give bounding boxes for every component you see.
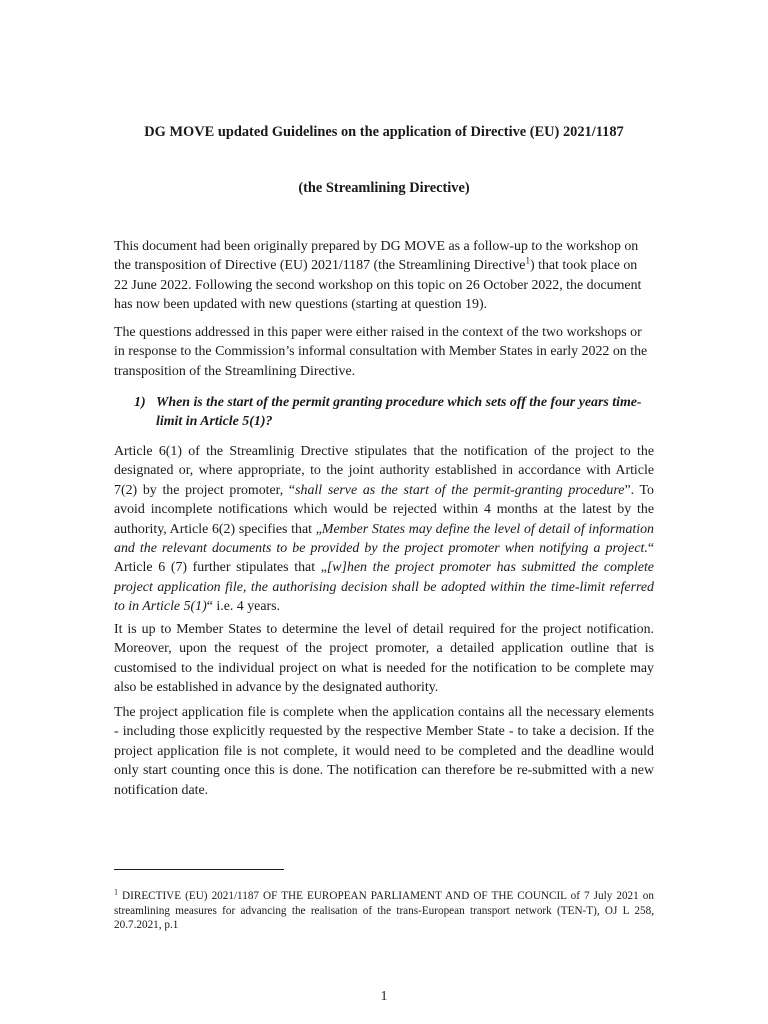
footnote-separator	[114, 869, 284, 870]
p3-quote-3: [w]hen the project promoter has submitted the complete project application file, the authorising decision shall be adopted within the time-limit referred to in Article 5(1)	[114, 560, 654, 615]
p3-text-c: “ Article 6 (7) further stipulates that „	[114, 541, 654, 576]
p3-quote-2: Member States may define the level of detail of information and the relevant documents to be provided by the project promoter when notifying a project.	[114, 521, 654, 557]
p3-quote-1: shall serve as the start of the permit-granting procedure	[295, 482, 625, 498]
question-1-number: 1)	[134, 395, 146, 410]
paragraph-member-states: It is up to Member States to determine the level of detail required for the project notification. Moreover, upon the request of the project promoter, a detailed application outline that is customised to the individual project on what is needed for the notification to be complete may also be established in advance by the designated authority.	[114, 622, 654, 696]
paragraph-questions-context: The questions addressed in this paper were either raised in the context of the two workshops or in response to the Commission’s informal consultation with Member States in early 2022 on the transposition of the Streamlining Directive.	[114, 325, 648, 379]
p3-text-b: ”. To avoid incomplete notifications which would be rejected within 4 months at the latest by the authority, Article 6(2) specifies that „	[114, 482, 654, 537]
question-1-text: When is the start of the permit granting procedure which sets off the four years time-limit in Article 5(1)?	[156, 395, 642, 430]
document-subtitle: (the Streamlining Directive)	[298, 180, 470, 196]
footnote-reference[interactable]: 1	[525, 255, 530, 266]
footnote-marker: 1	[114, 887, 118, 897]
p3-text-d: “ i.e. 4 years.	[206, 599, 280, 615]
paragraph-intro-text-b: ) that took place on 22 June 2022. Following the second workshop on this topic on 26 October 2022, the document has now been updated with new questions (starting at question 19).	[114, 258, 642, 313]
footnote	[114, 889, 654, 933]
document-title: DG MOVE updated Guidelines on the application of Directive (EU) 2021/1187	[144, 124, 624, 140]
page-number: 1	[380, 988, 388, 1003]
footnote-text: DIRECTIVE (EU) 2021/1187 OF THE EUROPEAN PARLIAMENT AND OF THE COUNCIL of 7 July 2021 on streamlining measures for advancing the realisation of the trans-European transport network (TEN-T), OJ L 258, 20.7.2021, p.1	[114, 890, 654, 931]
paragraph-application-file: The project application file is complete when the application contains all the necessary elements - including those explicitly requested by the respective Member State - to take a decision. If the project application file is not complete, it would need to be completed and the deadline would only start counting once this is done. The notification can therefore be re-submitted with a new notification date.	[114, 705, 654, 798]
paragraph-intro-text-a: This document had been originally prepared by DG MOVE as a follow-up to the workshop on the transposition of Directive (EU) 2021/1187 (the Streamlining Directive	[114, 239, 639, 274]
p3-text-a: Article 6(1) of the Streamlinig Drective stipulates that the notification of the project to the designated or, where appropriate, to the joint authority established in accordance with Article 7(2) by the project promoter, “	[114, 444, 654, 498]
paragraph-article-6	[114, 442, 654, 617]
paragraph-intro	[114, 237, 654, 315]
